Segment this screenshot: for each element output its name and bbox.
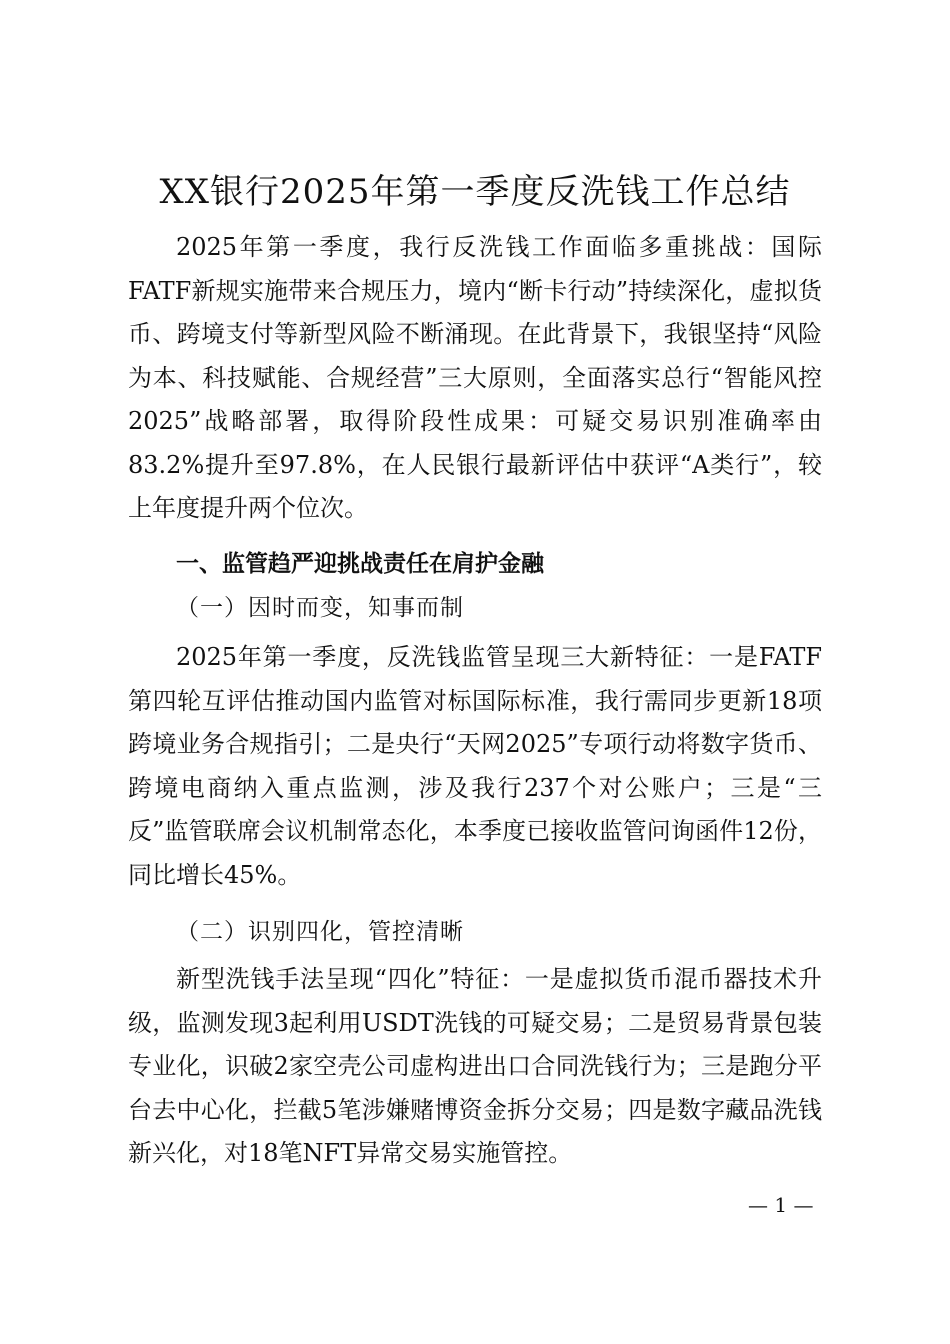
- intro-paragraph: 2025年第一季度，我行反洗钱工作面临多重挑战：国际FATF新规实施带来合规压力，境内“断卡行动”持续深化，虚拟货币、跨境支付等新型风险不断涌现。在此背景下，我银坚持“风险为本、科技赋能、合规经营”三大原则，全面落实总行“智能风控2025”战略部署，取得阶段性成果：可疑交易识别准确率由83.2%提升至97.8%，在人民银行最新评估中获评“A类行”，较上年度提升两个位次。: [128, 233, 822, 522]
- subsection-heading-1: （一）因时而变，知事而制: [176, 595, 464, 621]
- document-title: XX银行2025年第一季度反洗钱工作总结: [159, 172, 791, 212]
- section-heading-1: 一、监管趋严迎挑战责任在肩护金融: [176, 551, 544, 577]
- page-number: — 1 —: [748, 1193, 814, 1217]
- subsection-paragraph-1: 2025年第一季度，反洗钱监管呈现三大新特征：一是FATF第四轮互评估推动国内监管对标国际标准，我行需同步更新18项跨境业务合规指引；二是央行“天网2025”专项行动将数字货币、跨境电商纳入重点监测，涉及我行237个对公账户；三是“三反”监管联席会议机制常态化，本季度已接收监管问询函件12份，同比增长45%。: [128, 643, 822, 889]
- subsection-paragraph-2: 新型洗钱手法呈现“四化”特征：一是虚拟货币混币器技术升级，监测发现3起利用USDT洗钱的可疑交易；二是贸易背景包装专业化，识破2家空壳公司虚构进出口合同洗钱行为；三是跑分平台去中心化，拦截5笔涉嫌赌博资金拆分交易；四是数字藏品洗钱新兴化，对18笔NFT异常交易实施管控。: [128, 965, 822, 1167]
- subsection-heading-2: （二）识别四化，管控清晰: [176, 919, 464, 945]
